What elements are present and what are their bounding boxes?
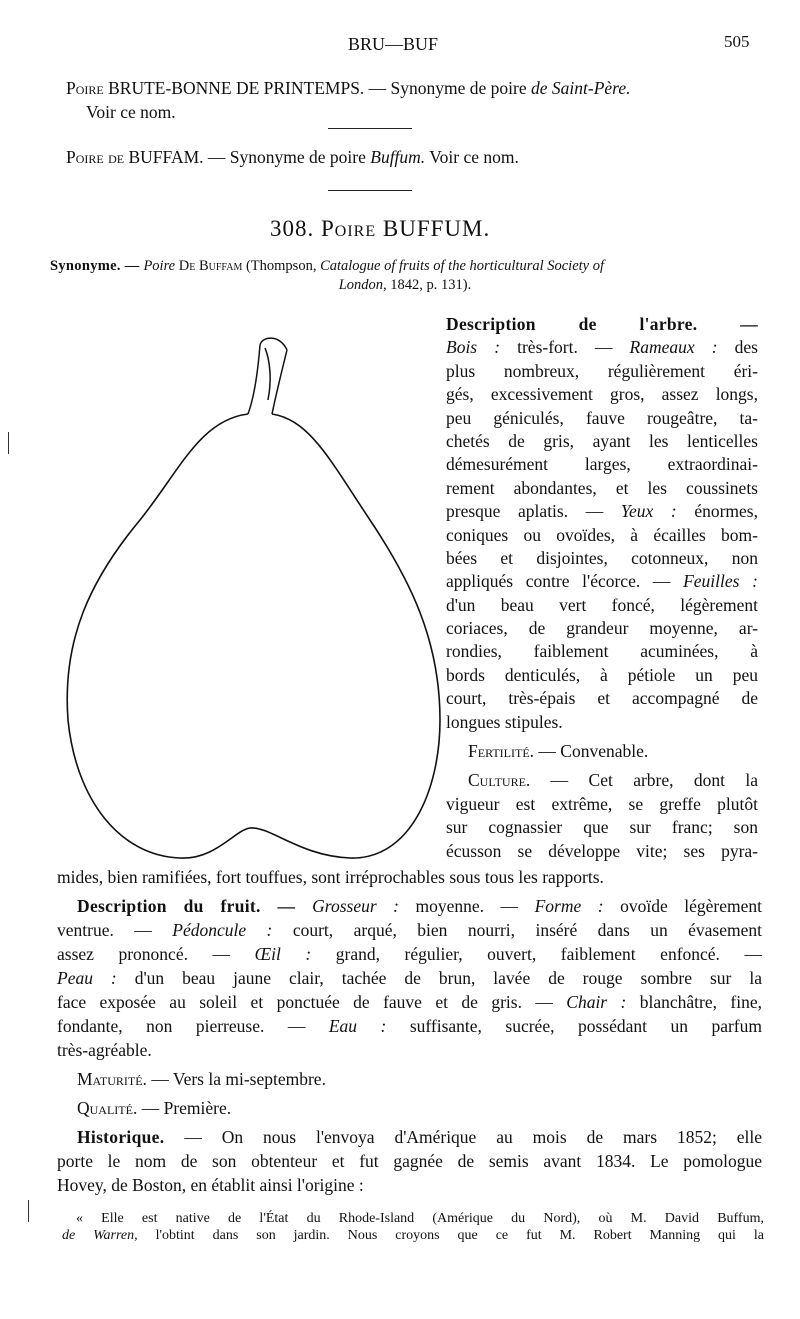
text-line bbox=[57, 1173, 762, 1197]
text-run: bées et disjointes, cotonneux, non bbox=[446, 547, 758, 568]
text-run: d'un beau vert foncé, légèrement bbox=[446, 594, 758, 615]
text-run: — On nous l'envoya d'Amérique au mois de mars 1852; elle bbox=[164, 1127, 762, 1147]
text-line bbox=[57, 942, 762, 966]
text-line bbox=[57, 894, 762, 918]
text-run: plus nombreux, régulièrement éri- bbox=[446, 360, 758, 381]
text-line bbox=[62, 1227, 764, 1244]
text-run: Description du fruit. — bbox=[77, 896, 313, 916]
text-run: écusson se développe vite; ses pyra- bbox=[446, 840, 758, 861]
text-line bbox=[50, 257, 760, 276]
text-run: Rameaux : bbox=[629, 337, 718, 358]
text-run: fondante, non pierreuse. — bbox=[57, 1016, 329, 1036]
text-run: — Convenable. bbox=[534, 741, 649, 762]
text-line bbox=[57, 990, 762, 1014]
running-title: BRU—BUF bbox=[348, 34, 439, 54]
text-run: face exposée au soleil et ponctuée de fauve et de gris. — bbox=[57, 992, 567, 1012]
text-run: Catalogue of fruits of the horticultural Society of bbox=[320, 258, 605, 274]
text-run: — Vers la mi-septembre. bbox=[146, 1069, 326, 1089]
text-run: bords denticulés, à pétiole un peu bbox=[446, 664, 758, 685]
text-run: de Saint-Père. bbox=[531, 78, 631, 98]
text-run: Poire bbox=[321, 216, 383, 241]
text-run: Historique. bbox=[77, 1127, 165, 1147]
text-run: Poire de bbox=[66, 147, 129, 167]
margin-mark bbox=[28, 1200, 29, 1222]
entry-buffam bbox=[66, 145, 756, 169]
text-run: court, très-épais et accompagné de bbox=[446, 688, 758, 709]
text-line bbox=[446, 430, 758, 453]
text-line bbox=[57, 865, 762, 889]
text-run: court, arqué, bien nourri, inséré dans un évasement bbox=[272, 920, 763, 940]
text-run: Voir ce nom. bbox=[86, 102, 176, 122]
divider bbox=[328, 190, 412, 191]
text-run: Description de l'arbre. — bbox=[446, 314, 758, 334]
text-line bbox=[446, 360, 758, 383]
text-line bbox=[446, 594, 758, 617]
text-line bbox=[57, 1014, 762, 1038]
text-run: Feuilles : bbox=[683, 571, 758, 592]
entry-brute-bonne bbox=[66, 76, 756, 124]
text-run: mides, bien ramifiées, fort touffues, sont irréprochables sous tous les rapports. bbox=[57, 867, 604, 887]
text-line bbox=[446, 570, 758, 593]
text-run: moyenne. — bbox=[399, 896, 535, 916]
text-line bbox=[446, 711, 758, 734]
text-run: BRUTE-BONNE DE PRINTEMPS. — Synonyme de poire bbox=[108, 78, 532, 98]
text-line bbox=[57, 1038, 762, 1062]
text-run: 308. bbox=[270, 216, 321, 241]
text-run: ovoïde légèrement bbox=[603, 896, 762, 916]
text-run: ventrue. — bbox=[57, 920, 173, 940]
text-run: Buffum. bbox=[370, 147, 426, 167]
text-run: très-agréable. bbox=[57, 1040, 152, 1060]
text-run: London, bbox=[338, 277, 387, 293]
text-run: Poire bbox=[143, 258, 179, 274]
divider bbox=[328, 128, 412, 129]
text-run: porte le nom de son obtenteur et fut gagnée de semis avant 1834. Le pomologue bbox=[57, 1151, 762, 1171]
text-run: — Première. bbox=[137, 1098, 232, 1118]
text-line bbox=[57, 1067, 762, 1091]
text-line bbox=[446, 664, 758, 687]
text-line bbox=[446, 793, 758, 816]
text-run: grand, régulier, ouvert, faiblement enfoncé. — bbox=[311, 944, 762, 964]
text-line bbox=[446, 313, 758, 336]
text-run: Bois : bbox=[446, 337, 501, 358]
text-run: appliqués contre l'écorce. — bbox=[446, 571, 684, 592]
text-run: très-fort. — bbox=[500, 337, 630, 358]
text-line bbox=[446, 769, 758, 792]
text-line bbox=[66, 76, 756, 100]
text-run: suffisante, sucrée, possédant un parfum bbox=[386, 1016, 762, 1036]
text-line bbox=[446, 740, 758, 763]
text-run: Fertilité. bbox=[468, 741, 535, 762]
text-run: — Cet arbre, dont la bbox=[530, 770, 758, 791]
text-run: presque aplatis. — bbox=[446, 501, 621, 522]
text-line bbox=[446, 640, 758, 663]
entry-title bbox=[270, 216, 490, 242]
text-run: Yeux : bbox=[620, 501, 677, 522]
text-line bbox=[446, 524, 758, 547]
text-line bbox=[57, 966, 762, 990]
text-run: (Thompson, bbox=[245, 258, 321, 274]
text-line bbox=[446, 617, 758, 640]
text-run: Culture. bbox=[468, 770, 531, 791]
text-line bbox=[446, 816, 758, 839]
text-run: Grosseur : bbox=[312, 896, 399, 916]
text-run: BUFFAM. — Synonyme de poire bbox=[128, 147, 371, 167]
text-line bbox=[446, 477, 758, 500]
text-line bbox=[446, 500, 758, 523]
text-run: Hovey, de Boston, en établit ainsi l'origine : bbox=[57, 1175, 364, 1195]
text-run: gés, excessivement gros, assez longs, bbox=[446, 384, 758, 405]
text-run: assez prononcé. — bbox=[57, 944, 255, 964]
text-line bbox=[446, 453, 758, 476]
text-run: sur cognassier que sur franc; son bbox=[446, 817, 758, 838]
text-run: peu géniculés, fauve rougeâtre, ta- bbox=[446, 407, 758, 428]
text-run: Synonyme. — bbox=[50, 258, 144, 274]
text-run: longues stipules. bbox=[446, 711, 563, 732]
text-line bbox=[446, 547, 758, 570]
text-line bbox=[66, 100, 756, 124]
text-run: Forme : bbox=[534, 896, 604, 916]
text-run: d'un beau jaune clair, tachée de brun, lavée de rouge sombre sur la bbox=[116, 968, 762, 988]
text-line bbox=[446, 840, 758, 863]
text-run: 1842, p. 131). bbox=[386, 277, 472, 293]
text-line bbox=[446, 687, 758, 710]
text-run: vigueur est extrême, se greffe plutôt bbox=[446, 793, 758, 814]
text-line bbox=[57, 1149, 762, 1173]
text-line bbox=[446, 336, 758, 359]
text-run: « Elle est native de l'État du Rhode-Island (Amérique du Nord), où M. David Buffum, bbox=[76, 1211, 764, 1226]
text-line bbox=[66, 145, 756, 169]
text-run: Œil : bbox=[254, 944, 312, 964]
text-line bbox=[57, 1096, 762, 1120]
text-run: BUFFUM. bbox=[382, 216, 491, 241]
tree-description bbox=[446, 313, 758, 863]
text-line bbox=[446, 407, 758, 430]
text-run: coriaces, de grandeur moyenne, ar- bbox=[446, 618, 758, 639]
text-run: Poire bbox=[66, 78, 109, 98]
text-run: Maturité. bbox=[77, 1069, 147, 1089]
text-run: rement abondantes, et les coussinets bbox=[446, 477, 758, 498]
text-run: énormes, bbox=[676, 501, 758, 522]
page-number: 505 bbox=[724, 32, 750, 51]
text-run: coniques ou ovoïdes, à écailles bom- bbox=[446, 524, 758, 545]
text-line bbox=[446, 383, 758, 406]
text-line bbox=[57, 918, 762, 942]
text-line bbox=[50, 276, 760, 295]
text-run: blanchâtre, fine, bbox=[626, 992, 763, 1012]
text-run: des bbox=[717, 337, 758, 358]
margin-mark bbox=[8, 432, 9, 454]
text-run: Chair : bbox=[566, 992, 627, 1012]
text-run: de Warren, bbox=[62, 1228, 138, 1243]
synonym-block bbox=[50, 257, 760, 295]
text-run: l'obtint dans son jardin. Nous croyons que ce fut M. Robert Manning qui la bbox=[137, 1228, 764, 1243]
text-run: rondies, faiblement acuminées, à bbox=[446, 641, 758, 662]
text-line bbox=[62, 1210, 764, 1227]
text-line bbox=[57, 1125, 762, 1149]
hovey-quote bbox=[62, 1210, 764, 1244]
text-run: De Buffam bbox=[178, 258, 246, 274]
fruit-description bbox=[57, 865, 762, 1197]
text-run: chetés de gris, ayant les lenticelles bbox=[446, 430, 758, 451]
text-run: Qualité. bbox=[77, 1098, 138, 1118]
pear-illustration bbox=[50, 330, 460, 870]
text-run: Voir ce nom. bbox=[425, 147, 519, 167]
text-run: Eau : bbox=[328, 1016, 387, 1036]
text-run: démesurément larges, extraordinai- bbox=[446, 454, 758, 475]
text-run: Peau : bbox=[57, 968, 117, 988]
text-run: Pédoncule : bbox=[172, 920, 273, 940]
